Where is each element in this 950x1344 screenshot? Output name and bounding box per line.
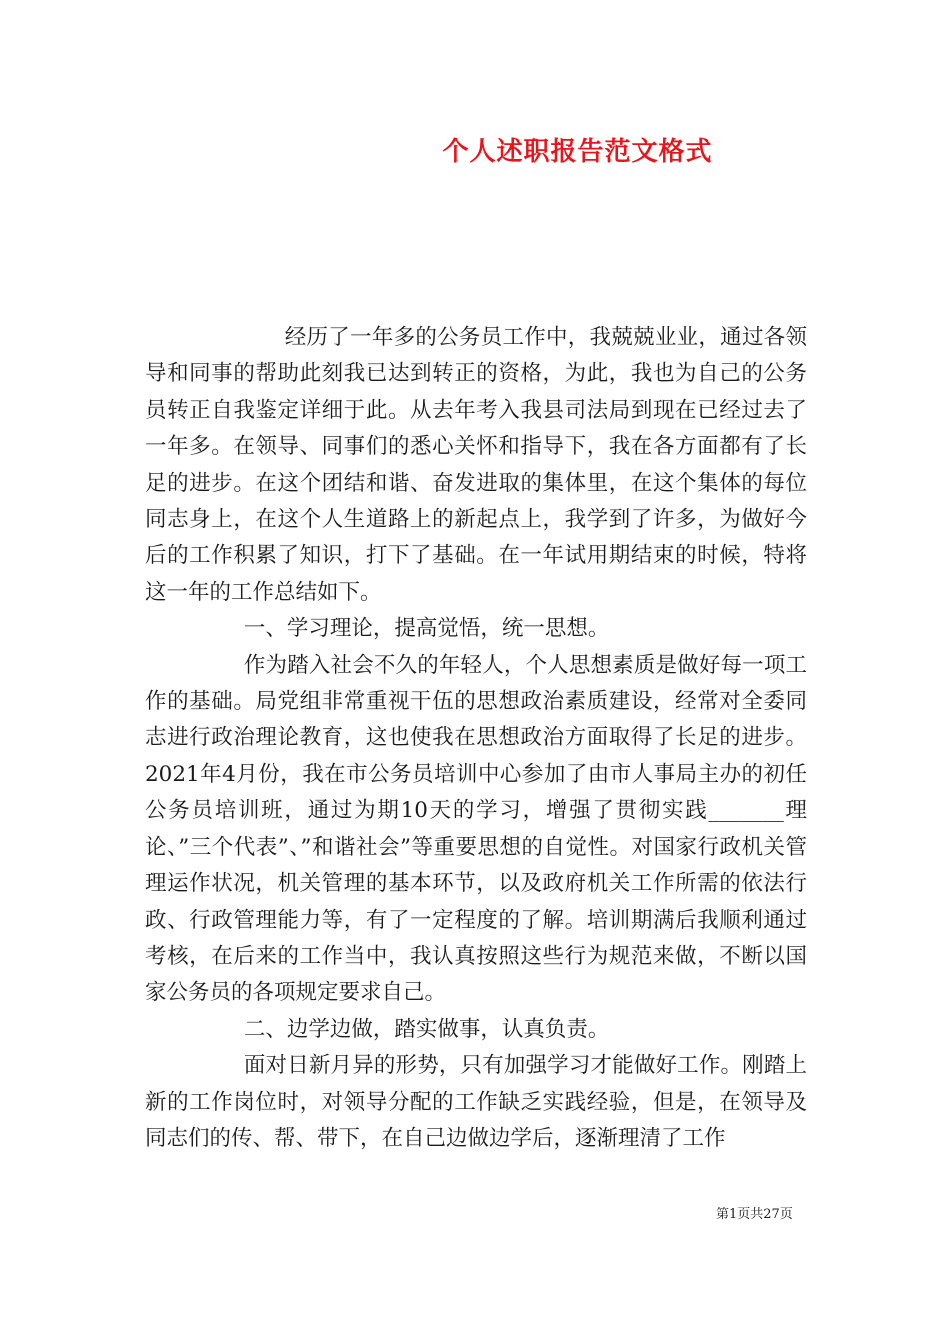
page-number-footer: 第1页共27页: [716, 1207, 793, 1222]
paragraph-intro: 经历了一年多的公务员工作中，我兢兢业业，通过各领导和同事的帮助此刻我已达到转正的资格，为此，我也为自己的公务员转正自我鉴定详细于此。从去年考入我县司法局到现在已经过去了一年多。在领导、同事们的悉心关怀和指导下，我在各方面都有了长足的进步。在这个团结和谐、奋发进取的集体里，在这个集体的每位同志身上，在这个人生道路上的新起点上，我学到了许多，为做好今后的工作积累了知识，打下了基础。在一年试用期结束的时候，特将这一年的工作总结如下。: [145, 325, 807, 605]
section-heading-1: 一、学习理论，提高觉悟，统一思想。: [243, 616, 610, 642]
document-title: 个人述职报告范文格式: [442, 137, 713, 167]
section-heading-2: 二、边学边做，踏实做事，认真负责。: [243, 1016, 610, 1042]
paragraph-section-2: 面对日新月异的形势，只有加强学习才能做好工作。刚踏上新的工作岗位时，对领导分配的工作缺乏实践经验，但是，在领导及同志们的传、帮、带下，在自己边做边学后，逐渐理清了工作: [145, 1053, 807, 1151]
document-body: [145, 320, 807, 1157]
paragraph-section-1: 作为踏入社会不久的年轻人，个人思想素质是做好每一项工作的基础。局党组非常重视干伍的思想政治素质建设，经常对全委同志进行政治理论教育，这也使我在思想政治方面取得了长足的进步。2021年4月份，我在市公务员培训中心参加了由市人事局主办的初任公务员培训班，通过为期10天的学习，增强了贯彻实践_______理论、”三个代表”、”和谐社会”等重要思想的自觉性。对国家行政机关管理运作状况，机关管理的基本环节，以及政府机关工作所需的依法行政、行政管理能力等，有了一定程度的了解。培训期满后我顺利通过考核，在后来的工作当中，我认真按照这些行为规范来做，不断以国家公务员的各项规定要求自己。: [145, 652, 807, 1006]
